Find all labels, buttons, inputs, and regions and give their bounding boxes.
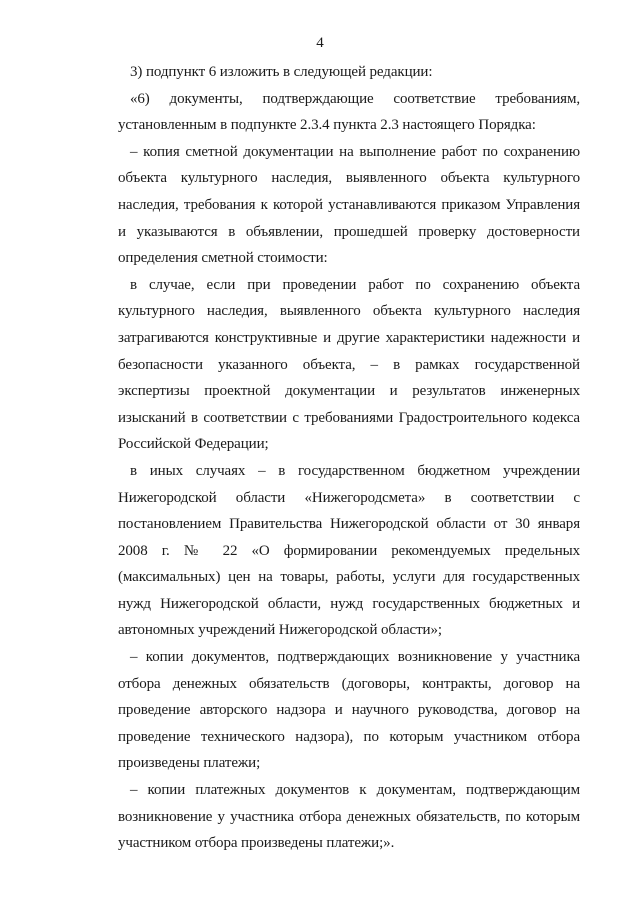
document-body bbox=[118, 59, 580, 857]
paragraph-item-6: «6) документы, подтверждающие соответствие требованиям, установленным в подпункте 2.3.4 пункта 2.3 настоящего Порядка: bbox=[118, 90, 580, 134]
paragraph-estimate-copy: – копия сметной документации на выполнение работ по сохранению объекта культурного наследия, выявленного объекта культурного наследия, требования к которой устанавливаются приказом Управления и указываются в объявлении, прошедшей проверку достоверности определения сметной стоимости: bbox=[118, 143, 580, 267]
paragraph-obligation-docs: – копии документов, подтверждающих возникновение у участника отбора денежных обязательств (договоры, контракты, договор на проведение авторского надзора и научного руководства, договор на проведение технического надзора), по которым участником отбора произведены платежи; bbox=[118, 649, 580, 772]
paragraph-other-cases: в иных случаях – в государственном бюджетном учреждении Нижегородской области «Нижегородсмета» в соответствии с постановлением Правительства Нижегородской области от 30 января 2008 г. № 22 «О формировании рекомендуемых предельных (максимальных) цен на товары, работы, услуги для государственных нужд Нижегородской области, нужд государственных бюджетных и автономных учреждений Нижегородской области»; bbox=[118, 462, 580, 639]
paragraph-amendment-intro: 3) подпункт 6 изложить в следующей редакции: bbox=[130, 64, 433, 80]
paragraph-state-expertise: в случае, если при проведении работ по сохранению объекта культурного наследия, выявленного объекта культурного наследия затрагиваются конструктивные и другие характеристики надежности и безопасности указанного объекта, – в рамках государственной экспертизы проектной документации и результатов инженерных изысканий в соответствии с требованиями Градостроительного кодекса Российской Федерации; bbox=[118, 276, 580, 453]
page-number: 4 bbox=[316, 35, 324, 51]
paragraph-payment-docs: – копии платежных документов к документам, подтверждающим возникновение у участника отбора денежных обязательств, по которым участником отбора произведены платежи;». bbox=[118, 782, 580, 852]
